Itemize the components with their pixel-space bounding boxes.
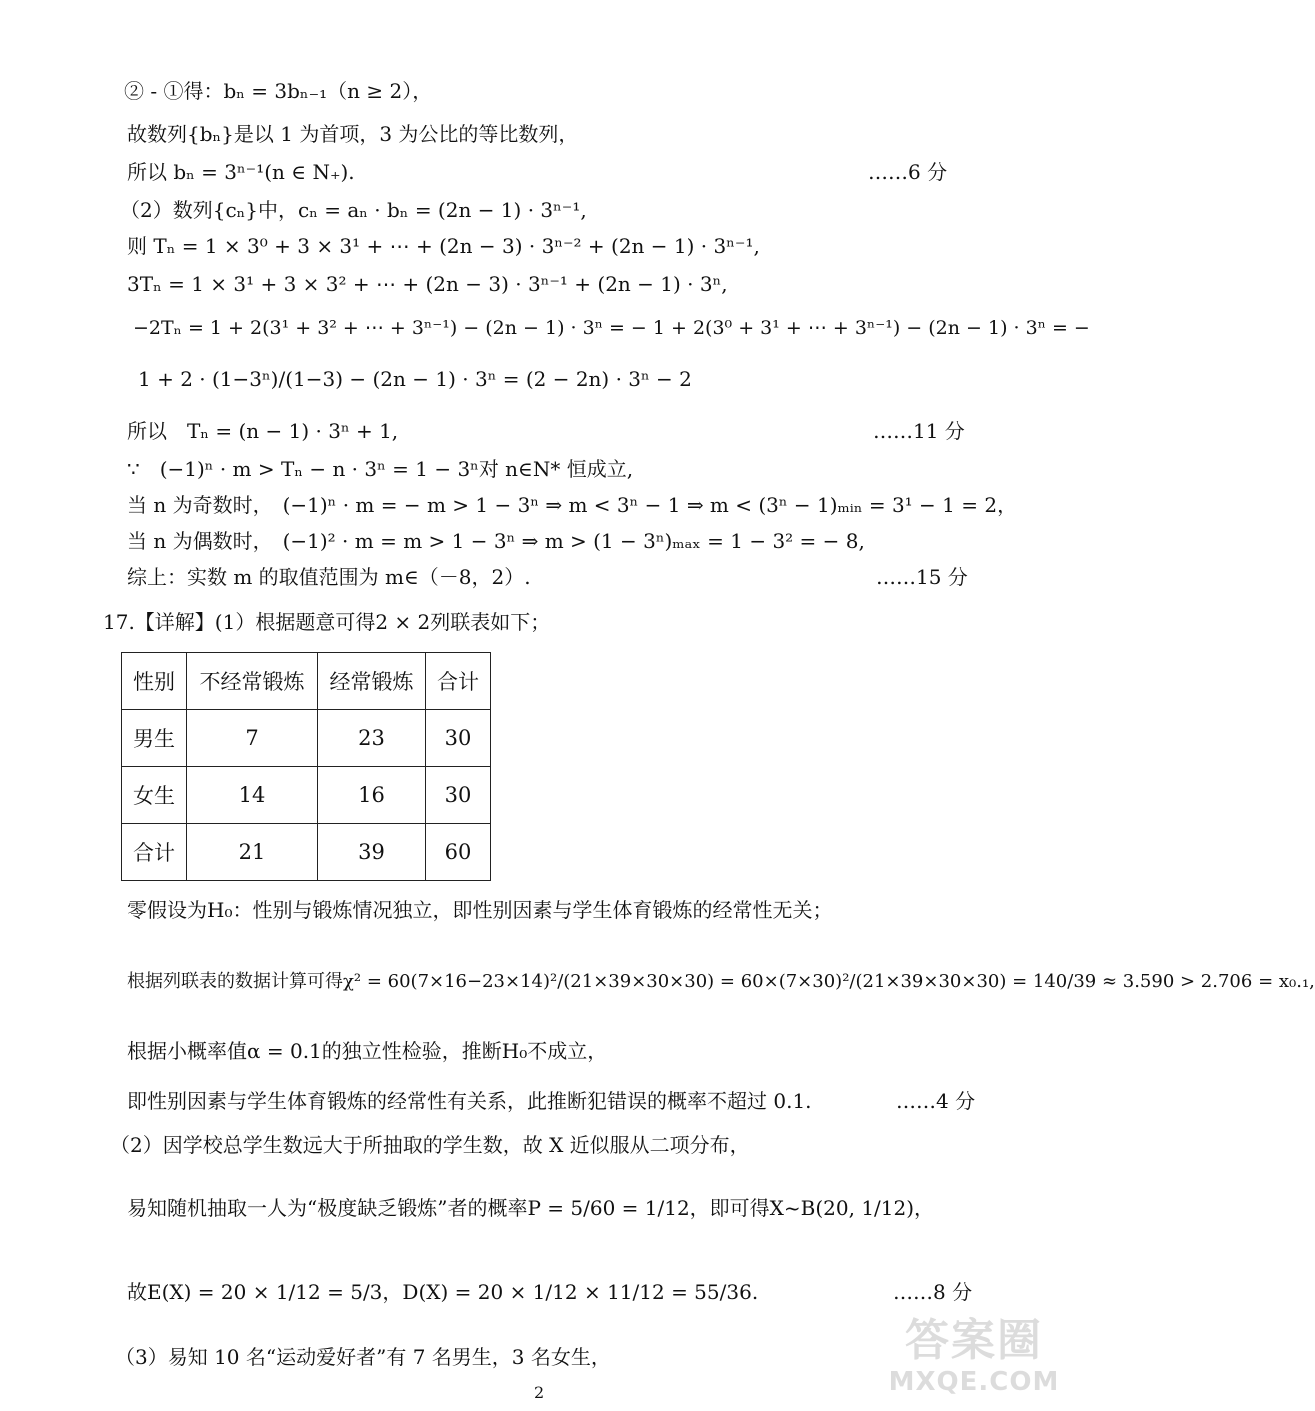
score-marker: ……11 分 [873,419,965,443]
text-line: 1 + 2 · (1−3ⁿ)/(1−3) − (2n − 1) · 3ⁿ = (2 − 2n) · 3ⁿ − 2 [138,367,692,391]
watermark-logo [874,1315,1074,1409]
score-marker: ……4 分 [896,1089,976,1113]
table-row [122,824,491,881]
table-header-cell: 合计 [426,653,491,710]
table-header-row [122,653,491,710]
text-line: 所以 Tₙ = (n − 1) · 3ⁿ + 1, [127,419,399,443]
score-marker: ……6 分 [868,160,948,184]
text-line: ∵ (−1)ⁿ · m > Tₙ − n · 3ⁿ = 1 − 3ⁿ对 n∈N* 恒成立, [127,457,634,481]
table-header-cell: 经常锻炼 [318,653,426,710]
watermark-en: MXQE.COM [888,1367,1060,1397]
page-number: 2 [534,1383,545,1402]
text-line: 零假设为H₀：性别与锻炼情况独立，即性别因素与学生体育锻炼的经常性无关； [127,898,833,922]
table-cell: 39 [318,824,426,881]
text-line: 根据小概率值α = 0.1的独立性检验，推断H₀不成立， [127,1039,608,1063]
table-header-cell: 不经常锻炼 [187,653,318,710]
text-line: 综上：实数 m 的取值范围为 m∈（－8，2）. [127,565,531,589]
text-line: 3Tₙ = 1 × 3¹ + 3 × 3² + ⋯ + (2n − 3) · 3ⁿ⁻¹ + (2n − 1) · 3ⁿ, [127,272,728,296]
table-cell: 男生 [122,710,187,767]
text-line: 所以 bₙ = 3ⁿ⁻¹(n ∈ N₊). [127,160,355,184]
text-line: （3）易知 10 名“运动爱好者”有 7 名男生，3 名女生， [115,1345,611,1369]
table-cell: 23 [318,710,426,767]
text-line: 则 Tₙ = 1 × 3⁰ + 3 × 3¹ + ⋯ + (2n − 3) · 3ⁿ⁻² + (2n − 1) · 3ⁿ⁻¹, [127,234,760,258]
table-cell: 16 [318,767,426,824]
table-cell: 30 [426,767,491,824]
table-cell: 女生 [122,767,187,824]
score-marker: ……8 分 [893,1280,973,1304]
table-row [122,767,491,824]
text-line: ② - ①得：bₙ = 3bₙ₋₁（n ≥ 2）， [124,79,433,103]
text-line: 易知随机抽取一人为“极度缺乏锻炼”者的概率P = 5/60 = 1/12，即可得X~B(20, 1/12)， [127,1196,935,1220]
table-cell: 合计 [122,824,187,881]
table-cell: 7 [187,710,318,767]
table-header-cell: 性别 [122,653,187,710]
text-line: （2）因学校总学生数远大于所抽取的学生数，故 X 近似服从二项分布， [110,1133,750,1157]
table-cell: 60 [426,824,491,881]
text-line: 即性别因素与学生体育锻炼的经常性有关系，此推断犯错误的概率不超过 0.1. [127,1089,812,1113]
score-marker: ……15 分 [876,565,968,589]
text-line: 根据列联表的数据计算可得χ² = 60(7×16−23×14)²/(21×39×30×30) = 60×(7×30)²/(21×39×30×30) = 140/39 ≈ 3.590 > 2.706 = x₀.₁, [127,971,1315,992]
text-line: （2）数列{cₙ}中，cₙ = aₙ · bₙ = (2n − 1) · 3ⁿ⁻¹, [120,198,587,222]
table-cell: 14 [187,767,318,824]
text-line: 故数列{bₙ}是以 1 为首项，3 为公比的等比数列， [127,122,579,146]
text-line: 故E(X) = 20 × 1/12 = 5/3，D(X) = 20 × 1/12 × 11/12 = 55/36. [127,1280,759,1304]
table-cell: 21 [187,824,318,881]
table-row [122,710,491,767]
contingency-table [121,652,491,881]
text-line: 当 n 为奇数时， (−1)ⁿ · m = − m > 1 − 3ⁿ ⇒ m < 3ⁿ − 1 ⇒ m < (3ⁿ − 1)ₘᵢₙ = 3¹ − 1 = 2， [127,493,1018,517]
table-cell: 30 [426,710,491,767]
text-line: 当 n 为偶数时， (−1)² · m = m > 1 − 3ⁿ ⇒ m > (1 − 3ⁿ)ₘₐₓ = 1 − 3² = − 8, [127,529,865,553]
problem-17-heading: 17.【详解】(1）根据题意可得2 × 2列联表如下； [103,610,551,634]
watermark-cn: 答案圈 [905,1315,1043,1366]
text-line: −2Tₙ = 1 + 2(3¹ + 3² + ⋯ + 3ⁿ⁻¹) − (2n − 1) · 3ⁿ = − 1 + 2(3⁰ + 3¹ + ⋯ + 3ⁿ⁻¹) − (2n − 1) · 3ⁿ = − [133,317,1090,339]
